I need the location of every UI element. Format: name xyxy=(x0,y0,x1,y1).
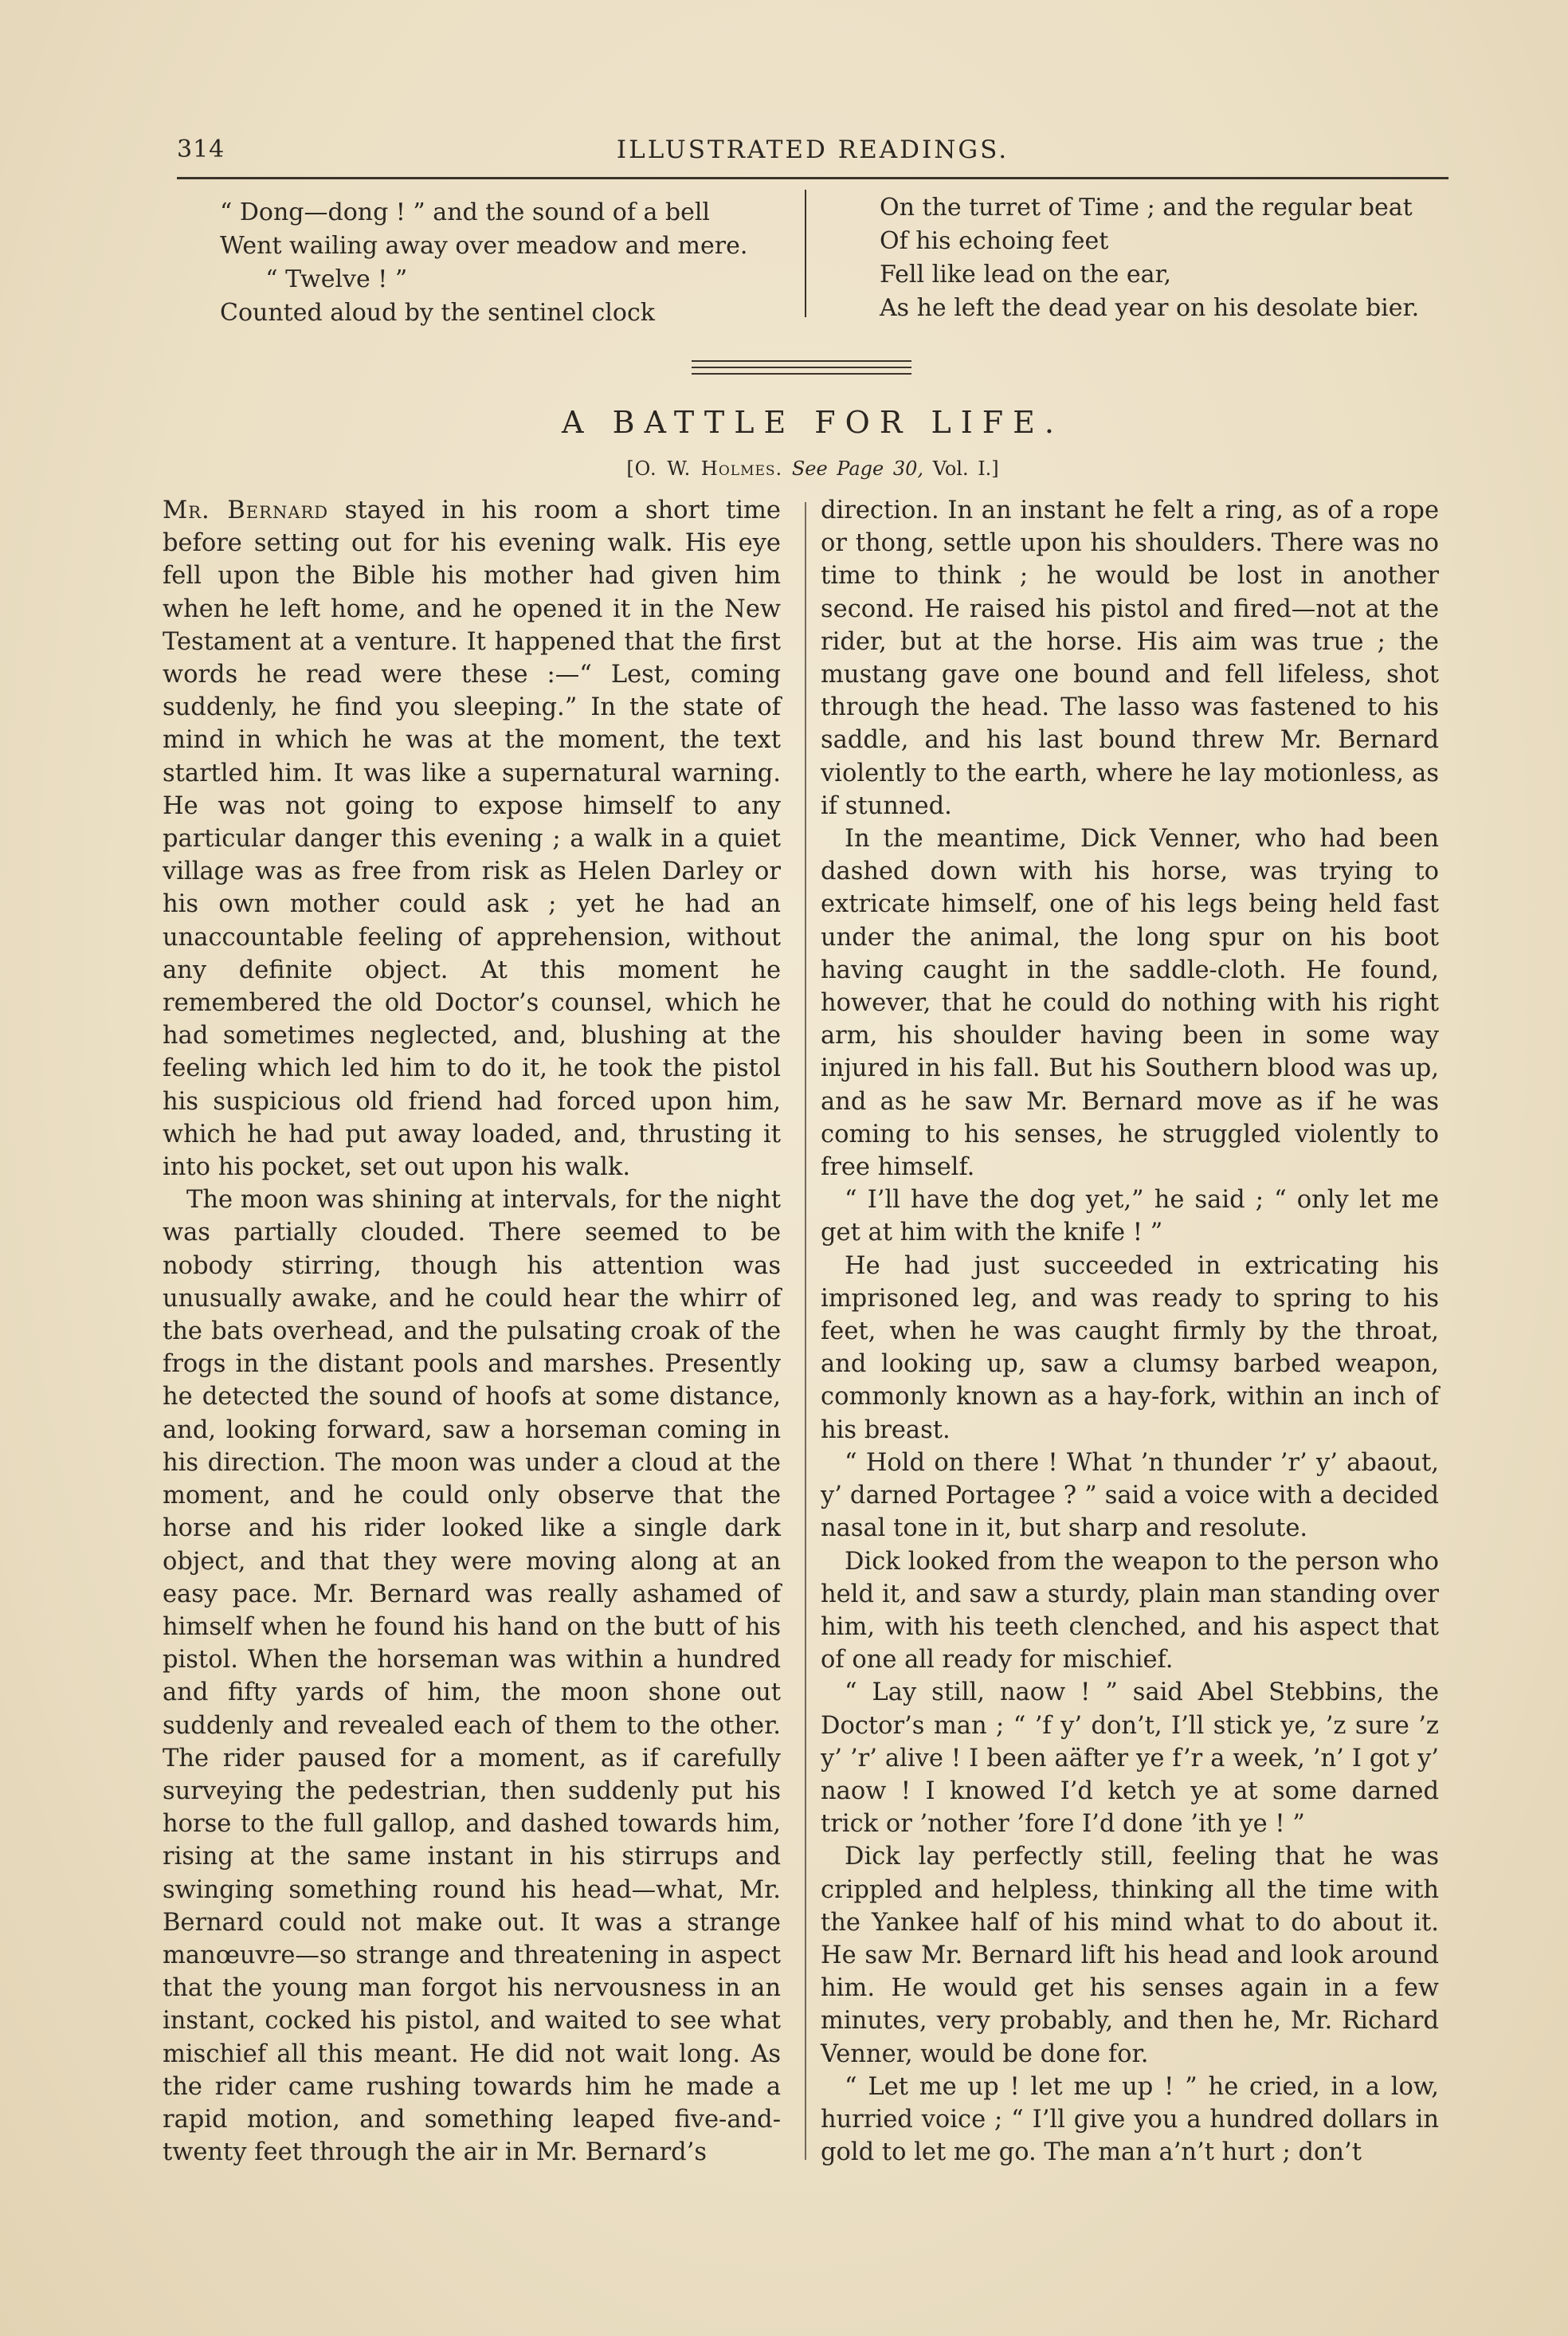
opening-name: Mr. Bernard xyxy=(163,497,329,524)
section-separator-rule xyxy=(692,367,911,368)
paragraph: “ Let me up ! let me up ! ” he cried, in a low, hurried voice ; “ I’ll give you a hundred dollars in gold to let me go. The man a’n’t hurt ; don’t xyxy=(821,2072,1439,2167)
paragraph: He had just succeeded in extricating his imprisoned leg, and was ready to spring to his feet, when he was caught firmly by the throat, and looking up, saw a clumsy barbed weapon, commonly known as a hay-fork, within an inch of his breast. xyxy=(821,1251,1439,1444)
page-number: 314 xyxy=(177,135,225,163)
byline-reference: See Page 30, xyxy=(791,457,924,480)
byline xyxy=(177,457,1448,480)
byline-volume: Vol. I.] xyxy=(932,457,999,480)
right-text-column xyxy=(821,494,1439,2169)
paragraph: “ Hold on there ! What ’n thunder ’r’ y’ abaout, y’ darned Portagee ? ” said a voice with a decided nasal tone in it, but sharp and resolute. xyxy=(821,1448,1439,1543)
article-title: A BATTLE FOR LIFE. xyxy=(562,405,1064,440)
verse-line: On the turret of Time ; and the regular beat xyxy=(880,194,1413,222)
verse-line: Of his echoing feet xyxy=(880,227,1109,255)
paragraph: In the meantime, Dick Venner, who had been dashed down with his horse, was trying to extricate himself, one of his legs being held fast under the animal, the long spur on his boot having caught in the saddle-cloth. He found, however, that he could do nothing with his right arm, his shoulder having been in some way injured in his fall. But his Southern blood was up, and as he saw Mr. Bernard move as if he was coming to his senses, he struggled violently to free himself. xyxy=(821,825,1439,1182)
verse-line: Fell like lead on the ear, xyxy=(880,261,1172,289)
verse-line: “ Dong—dong ! ” and the sound of a bell xyxy=(220,198,711,226)
verse-line: As he left the dead year on his desolate bier. xyxy=(880,294,1420,322)
paragraph: “ Lay still, naow ! ” said Abel Stebbins, the Doctor’s man ; “ ’f y’ don’t, I’ll stick ye, ’z sure ’z y’ ’r’ alive ! I been aäfter ye f’r a week, ’n’ I got y’ naow ! I knowed I’d ketch ye at some darned trick or ’nother ’fore I’d done ’ith ye ! ” xyxy=(821,1678,1439,1839)
page-header xyxy=(177,135,1448,171)
verse-line: Counted aloud by the sentinel clock xyxy=(220,299,655,327)
byline-author: [O. W. Holmes. xyxy=(626,457,783,480)
verse-line: Went wailing away over meadow and mere. xyxy=(220,232,748,260)
section-separator-rule xyxy=(692,360,911,362)
verse-right-column xyxy=(880,191,1485,325)
verse-divider xyxy=(805,190,806,317)
column-divider xyxy=(805,502,806,2160)
running-title: ILLUSTRATED READINGS. xyxy=(616,135,1009,164)
paragraph-text: stayed in his room a short time before setting out for his evening walk. His eye fell upon the Bible his mother had given him when he left home, and he opened it in the New Testament at a venture. It happened that the first words he read were these :—“ Lest, coming suddenly, he find you sleeping.” In the state of mind in which he was at the moment, the text startled him. It was like a supernatural warning. He was not going to expose himself to any particular danger this evening ; a walk in a quiet village was as free from risk as Helen Darley or his own mother could ask ; yet he had an unaccountable feeling of apprehension, without any definite object. At this moment he remembered the old Doctor’s counsel, which he had sometimes neglected, and, blushing at the feeling which led him to do it, he took the pistol his suspicious old friend had forced upon him, which he had put away loaded, and, thrusting it into his pocket, set out upon his walk. xyxy=(163,497,781,1182)
verse-line: “ Twelve ! ” xyxy=(220,265,408,293)
paragraph: Dick lay perfectly still, feeling that he was crippled and helpless, thinking all the time with the Yankee half of his mind what to do about it. He saw Mr. Bernard lift his head and look around him. He would get his senses again in a few minutes, very probably, and then he, Mr. Richard Venner, would be done for. xyxy=(821,1843,1439,2068)
section-separator-rule xyxy=(692,373,911,375)
paragraph: “ I’ll have the dog yet,” he said ; “ only let me get at him with the knife ! ” xyxy=(821,1186,1439,1247)
left-text-column xyxy=(163,494,781,2169)
paragraph xyxy=(163,494,781,1184)
paragraph: direction. In an instant he felt a ring, as of a rope or thong, settle upon his shoulders. There was no time to think ; he would be lost in another second. He raised his pistol and fired—not at the rider, but at the horse. His aim was true ; the mustang gave one bound and fell lifeless, shot through the head. The lasso was fastened to his saddle, and his last bound threw Mr. Bernard violently to the earth, where he lay motionless, as if stunned. xyxy=(821,497,1439,820)
paragraph: The moon was shining at intervals, for the night was partially clouded. There seemed to be nobody stirring, though his attention was unusually awake, and he could hear the whirr of the bats overhead, and the pulsating croak of the frogs in the distant pools and marshes. Presently he detected the sound of hoofs at some distance, and, looking forward, saw a horseman coming in his direction. The moon was under a cloud at the moment, and he could only observe that the horse and his rider looked like a single dark object, and that they were moving along at an easy pace. Mr. Bernard was really ashamed of himself when he found his hand on the butt of his pistol. When the horseman was within a hundred and fifty yards of him, the moon shone out suddenly and revealed each of them to the other. The rider paused for a moment, as if carefully surveying the pedestrian, then suddenly put his horse to the full gallop, and dashed towards him, rising at the same instant in his stirrups and swinging something round his head—what, Mr. Bernard could not make out. It was a strange manœuvre—so strange and threatening in aspect that the young man forgot his nervousness in an instant, cocked his pistol, and waited to see what mischief all this meant. He did not wait long. As the rider came rushing towards him he made a rapid motion, and something leaped five-and-twenty feet through the air in Mr. Bernard’s xyxy=(163,1186,781,2167)
verse-left-column xyxy=(220,196,794,330)
paragraph: Dick looked from the weapon to the person who held it, and saw a sturdy, plain man standing over him, with his teeth clenched, and his aspect that of one all ready for mischief. xyxy=(821,1547,1439,1674)
header-rule xyxy=(177,177,1448,179)
